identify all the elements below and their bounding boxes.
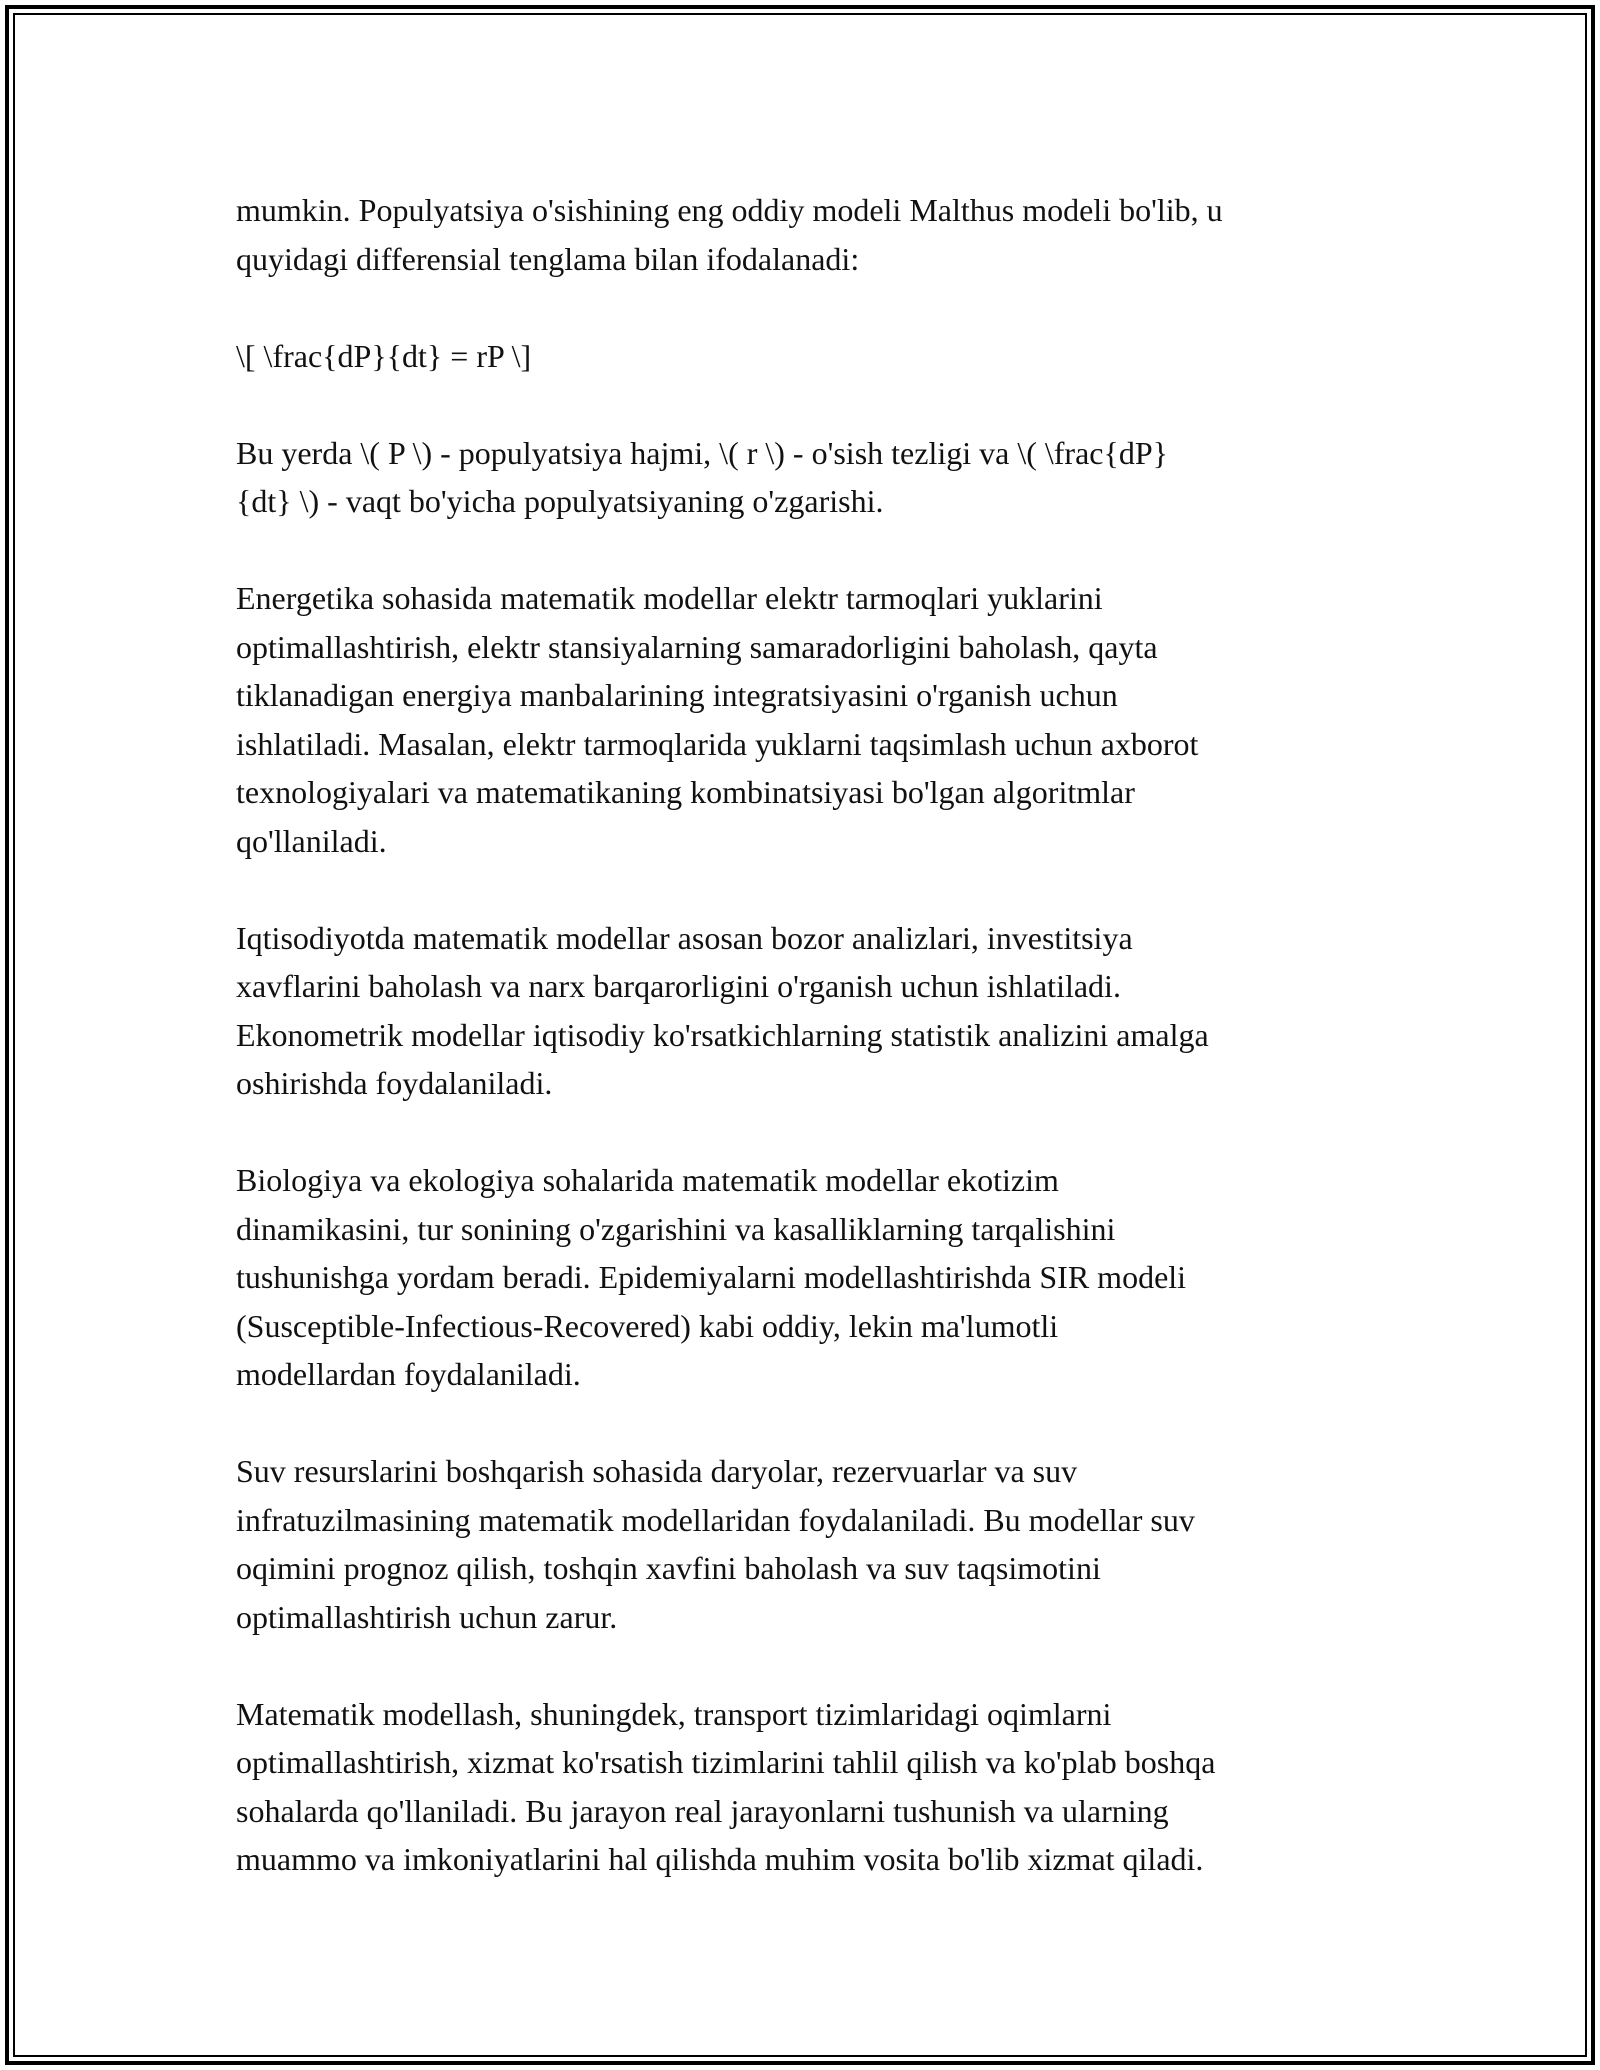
equation-malthus: \[ \frac{dP}{dt} = rP \] <box>236 337 532 374</box>
paragraph-biology: Biologiya va ekologiya sohalarida matematik modellar ekotizim dinamikasini, tur sonining o'zgarishini va kasalliklarning tarqalishini tushunishga yordam beradi. Epidemiyalarni modellashtirishda SIR modeli (Susceptible-Infectious-Recovered) kabi oddiy, lekin ma'lumotli modellardan foydalaniladi. <box>236 1162 1187 1392</box>
paragraph-energetics: Energetika sohasida matematik modellar elektr tarmoqlari yuklarini optimallashtirish, elektr stansiyalarning samaradorligini baholash, qayta tiklanadigan energiya manbalarining integratsiyasini o'rganish uchun ishlatiladi. Masalan, elektr tarmoqlarida yuklarni taqsimlash uchun axborot texnologiyalari va matematikaning kombinatsiyasi bo'lgan algoritmlar qo'llaniladi. <box>236 580 1199 859</box>
document-body <box>236 186 1396 1884</box>
paragraph-variables: Bu yerda \( P \) - populyatsiya hajmi, \( r \) - o'sish tezligi va \( \frac{dP} {dt} \) - vaqt bo'yicha populyatsiyaning o'zgarishi. <box>236 434 1168 519</box>
paragraph-transport: Matematik modellash, shuningdek, transport tizimlaridagi oqimlarni optimallashtirish, xizmat ko'rsatish tizimlarini tahlil qilish va ko'plab boshqa sohalarda qo'llaniladi. Bu jarayon real jarayonlarni tushunish va ularning muammo va imkoniyatlarini hal qilishda muhim vosita bo'lib xizmat qiladi. <box>236 1695 1216 1877</box>
paragraph-water-resources: Suv resurslarini boshqarish sohasida daryolar, rezervuarlar va suv infratuzilmasining matematik modellaridan foydalaniladi. Bu modellar suv oqimini prognoz qilish, toshqin xavfini baholash va suv taqsimotini optimallashtirish uchun zarur. <box>236 1453 1195 1635</box>
paragraph-malthus-intro: mumkin. Populyatsiya o'sishining eng oddiy modeli Malthus modeli bo'lib, u quyidagi differensial tenglama bilan ifodalanadi: <box>236 192 1223 277</box>
paragraph-economics: Iqtisodiyotda matematik modellar asosan bozor analizlari, investitsiya xavflarini baholash va narx barqarorligini o'rganish uchun ishlatiladi. Ekonometrik modellar iqtisodiy ko'rsatkichlarning statistik analizini amalga oshirishda foydalaniladi. <box>236 919 1209 1101</box>
